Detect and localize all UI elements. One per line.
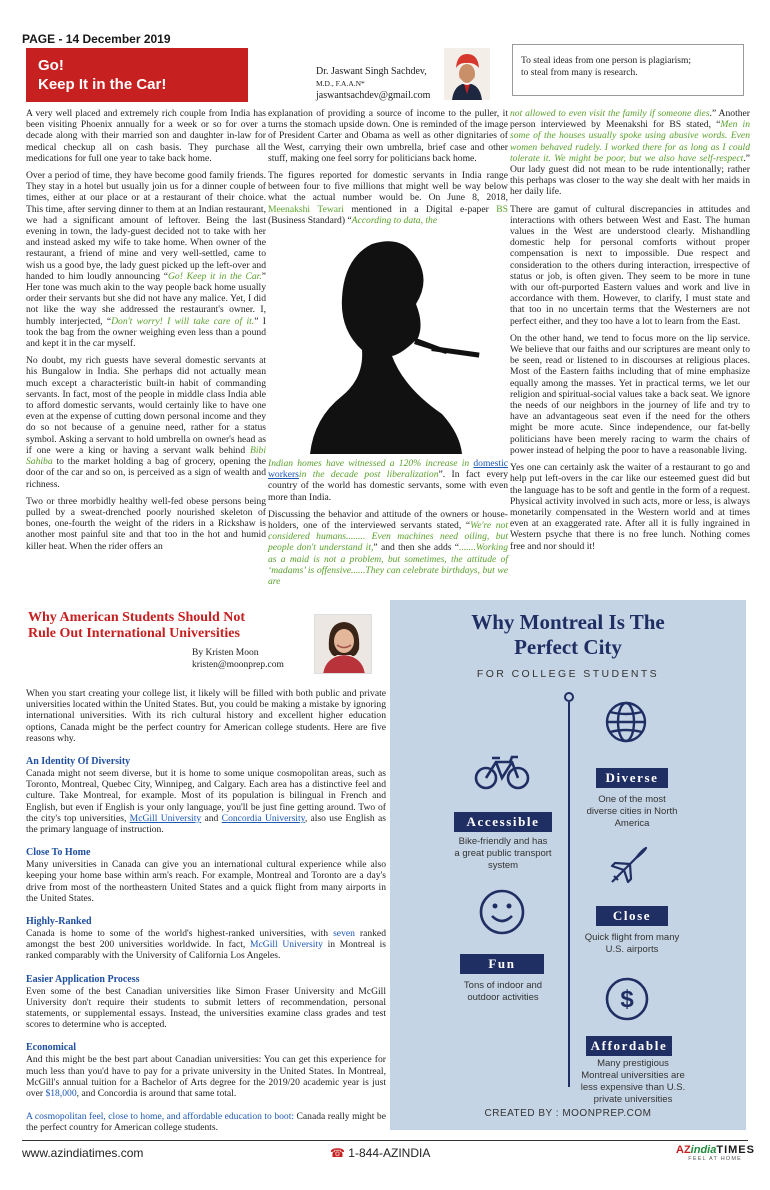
paragraph: The figures reported for domestic servants in India range between four to five millions that might well be way below what the actual number would be. On June 8, 2018, Meenakshi Tewari mentioned in a Digital e-paper BS (Business Standard) “According to data, the [268, 170, 508, 226]
timeline-line [568, 702, 570, 1087]
infographic-subtitle: FOR COLLEGE STUDENTS [476, 668, 660, 680]
infographic-title: Why Montreal Is The Perfect City [471, 610, 665, 659]
paragraph: A very well placed and extremely rich couple from India has been visiting Phoenix annually for a week or so for over a decade along with their married son and daughter in-law for medical checkup all on cash basis. They purchase all medications for full one year to take back home. [26, 108, 266, 164]
desc-fun: Tons of indoor and outdoor activities [463, 980, 543, 1003]
bicycle-icon [474, 754, 530, 790]
mcgill-link[interactable]: McGill University [129, 812, 202, 824]
article1-author [316, 66, 446, 102]
desc-affordable: Many prestigious Montreal universities are less expensive than U.S. private universities [580, 1058, 686, 1105]
article2-byline [192, 647, 284, 671]
domestic-workers-link[interactable]: domestic workers [268, 458, 508, 481]
montreal-infographic [390, 600, 746, 1130]
timeline-node [564, 692, 574, 702]
subheading: An Identity Of Diversity [26, 756, 131, 768]
label-accessible: Accessible [454, 812, 552, 832]
paragraph: Many universities in Canada can give you an international cultural experience while also keeping your home base within arm's reach. For example, Montreal and Toronto are a day's drive from most of the northeastern United States and a quick flight from many airports in the United States. [26, 859, 386, 904]
svg-text:$: $ [620, 986, 634, 1013]
desc-accessible: Bike-friendly and has a great public transport system [454, 836, 552, 871]
article1-title-banner [26, 48, 248, 102]
woman-silhouette-illustration [292, 238, 492, 454]
paragraph: When you start creating your college list, it likely will be filled with both public and private universities located within the United States. But, you could be making a mistake by ignoring international universities. With its rich cultural history and excellent higher education options, Canada might be the perfect country for American college students. Here are five reasons why. [26, 688, 386, 744]
label-close: Close [596, 906, 668, 926]
tuition-link[interactable]: $18,000 [45, 1088, 77, 1100]
paragraph: And this might be the best part about Canadian universities: You can get this experience for much less than you'd have to pay for a private university in the United States. In Montreal, McGill's annual tuition for a Bachelor of Arts degree for the 2019/20 academic year is just over $18,000, and Concordia is around that same total. [26, 1054, 386, 1100]
paragraph: On the other hand, we tend to focus more on the lip service. We believe that our faiths and our scriptures are meant only to be seen, read or listened to in discourses at religious places. Most of the Eastern faiths including that of mine emphasize equally among the masses. Yet in practical terms, we let our religion and spiritual-social values take a back seat. We ignore the needs of our neighbors in the journey of life and try to have an advantageous seat even if the need for the others might be more acute. Since independence, our fat-belly politicians have been merely racing to warm the chairs of power instead of helping the poor to have a reasonable living. [510, 332, 750, 456]
phone-icon: ☎ [330, 1146, 345, 1160]
article1-column-1 [26, 108, 266, 558]
desc-diverse: One of the most diverse cities in North America [586, 794, 678, 829]
article1-column-2b [268, 458, 508, 593]
globe-icon [604, 700, 648, 744]
article2-body [26, 688, 386, 1140]
paragraph: Indian homes have witnessed a 120% increase in domestic workersin the decade post liberalization”. In fact every country of the world has domestic servants, some with even more than India. [268, 458, 508, 503]
smiley-icon [478, 888, 526, 936]
quote-line2: to steal from many is research. [521, 68, 638, 78]
infographic-credit: CREATED BY : MOONPREP.COM [484, 1108, 652, 1119]
mcgill-link[interactable]: McGill University [249, 939, 323, 951]
label-fun: Fun [460, 954, 544, 974]
article2-title: Why American Students Should Not Rule Out International Universities [28, 610, 246, 641]
author-email[interactable]: jaswantsachdev@gmail.com [316, 90, 431, 101]
paragraph: There are gamut of cultural discrepancies in attitudes and interactions with others between West and East. The human values in the West are understood clearly. Mishandling domestic help for personal comforts without proper compensation is next to impossible. Due respect and consideration to the others during interaction, irrespective of status or job, is often given. They seem to be more in tune with our oft-purported Eastern values and work and live in accordance with them. However, to clarify, I must state and that too in no uncertain terms that the Westerners are not perfect either, and they too have a lot to learn from the East. [510, 203, 750, 327]
article1-column-3 [510, 108, 750, 558]
dollar-icon [604, 976, 650, 1022]
paragraph: Even some of the best Canadian universities like Simon Fraser University and McGill University don't require their students to submit letters of recommendation, personal statements, or supplemental essays. Instead, the universities examine class grades and test scores to determine who is accepted. [26, 985, 386, 1031]
subheading: Economical [26, 1042, 76, 1054]
label-affordable: Affordable [586, 1036, 672, 1056]
article1-column-2 [268, 108, 508, 232]
desc-close: Quick flight from many U.S. airports [584, 932, 680, 955]
footer-phone: ☎ 1-844-AZINDIA [330, 1146, 431, 1160]
subheading: Highly-Ranked [26, 916, 92, 928]
paragraph: Two or three morbidly healthy well-fed obese persons being pulled by a sweat-drenched poorly nourished skeleton of bones, one-fourth the weight of the riders in a Rickshaw is another most painful site and that too in the hot and humid killer heat. When the rider offers an [26, 495, 266, 552]
subheading: Close To Home [26, 847, 91, 859]
author-name: Dr. Jaswant Singh Sachdev, [316, 66, 427, 77]
subheading: Easier Application Process [26, 973, 140, 985]
concordia-link[interactable]: Concordia University [221, 812, 305, 824]
quote-box [512, 44, 744, 96]
paragraph: Canada might not seem diverse, but it is home to some unique cosmopolitan areas, such as Toronto, Montreal, Quebec City, Winnipeg, and Calgary. Each area has a distinctive feel and culture. Take Montreal, for example. Most of its population is bilingual in French and English, but even if English is your only language, you'll be just fine getting around. Two of the city's top universities, McGill University and Concordia University, also use English as the primary language of instruction. [26, 768, 386, 836]
paragraph: Discussing the behavior and attitude of the owners or house-holders, one of the interviewed servants stated, “We're not considered humans........ Even machines need oiling, but people don't understand it,” and then she adds “.......Working as a maid is not a problem, but sometimes, the attitude of ‘madams’ is offensive......They can celebrate birthdays, but we are [268, 508, 508, 588]
paragraph: not allowed to even visit the family if someone dies.” Another person interviewed by Meenakshi for BS stated, “Men in some of the houses usually spoke using abusive words. Even women behaved rudely. I worked there for as long as I could tolerate it. We might be poor, but we also have self-respect.” Our lady guest did not mean to be rude intentionally; rather this perhaps was closer to the way she dealt with her maids in her daily life. [510, 108, 750, 198]
paragraph: No doubt, my rich guests have several domestic servants at his Bungalow in India. She perhaps did not actually mean much except a characteristic built-in habit of commanding servants. In fact, most of the people in middle class India able to afford domestic servants, would certainly like to have one even at the expense of cutting down personal income and they do so not because of a genuine need, rather for a status symbol. Asking a servant to hold umbrella on owner's head as if one were a king or having a servant walk behind Bibi Sahiba to the market holding a bag of grocery, opening the door of the car and so on, is perceived as a sign of wealth and richness. [26, 355, 266, 490]
author-avatar [314, 614, 372, 674]
byline: By Kristen Moon [192, 648, 259, 658]
paragraph: Over a period of time, they have become good family friends. They stay in a hotel but usually join us for a dinner couple of times, either at our place or at a restaurant of their choice. This time, after serving dinner to them at an Indian restaurant, we had a significant amount of leftover. Being the last evening in town, the lady-guest decided not to take with her and instead asked my wife to take home. When owner of the restaurant, a friend of mine and very well-settled, came to wish us a good bye, the lady guest picked up the left-over and handed to him loudly announcing “Go! Keep it in the Car.” Her tone was much akin to the way people back home usually order their servants but she did not have any malice. Yet, I did not like the way she addressed the restaurant's owner. I, humbly interjected, “Don't worry! I will take care of it.” I took the bag from the owner weighing even less than a pound and kept it in the car myself. [26, 170, 267, 350]
footer-divider [22, 1140, 748, 1141]
author-credentials: M.D., F.A.A.N* [316, 79, 365, 88]
author-avatar [444, 48, 490, 100]
seven-link[interactable]: seven [333, 928, 355, 940]
footer-website[interactable]: www.azindiatimes.com [22, 1146, 144, 1160]
page-label: PAGE - 14 December 2019 [22, 32, 171, 46]
paragraph: Yes one can certainly ask the waiter of a restaurant to go and help put left-overs in the car like our esteemed guest did but the language has to be soft and gentle in the form of a request. Physical activity involved in such acts, more or less, is always monetarily compensated in the Western world and at times even at an exaggerated rate. After all it is fully ingrained in Western psyche that there is no free lunch. Nothing comes free and nor should it! [510, 462, 750, 552]
article1-title-line1: Go! [38, 57, 64, 74]
azindia-times-logo: AZindiaTIMES FEEL AT HOME [676, 1144, 755, 1162]
label-diverse: Diverse [596, 768, 668, 788]
quote-line1: To steal ideas from one person is plagiarism; [521, 56, 692, 66]
paragraph: A cosmopolitan feel, close to home, and affordable education to boot: Canada really might be the perfect country for American college students. [26, 1111, 386, 1134]
airplane-icon [606, 844, 650, 888]
paragraph: Canada is home to some of the world's highest-ranked universities, with seven ranked amongst the best 200 universities worldwide. In fact, McGill University in Montreal is ranked comparably with the University of California Los Angeles. [26, 928, 386, 962]
author-email[interactable]: kristen@moonprep.com [192, 660, 284, 670]
article1-title-line2: Keep It in the Car! [38, 76, 167, 93]
closing-link[interactable]: A cosmopolitan feel, close to home, and affordable education to boot: [26, 1111, 295, 1123]
paragraph: explanation of providing a source of income to the puller, it turns the stomach upside down. One is reminded of the image of President Carter and Obama as well as other dignitaries of the West, carrying their own umbrella, brief case and other stuff, making one feel sorry for politicians back home. [268, 108, 508, 164]
